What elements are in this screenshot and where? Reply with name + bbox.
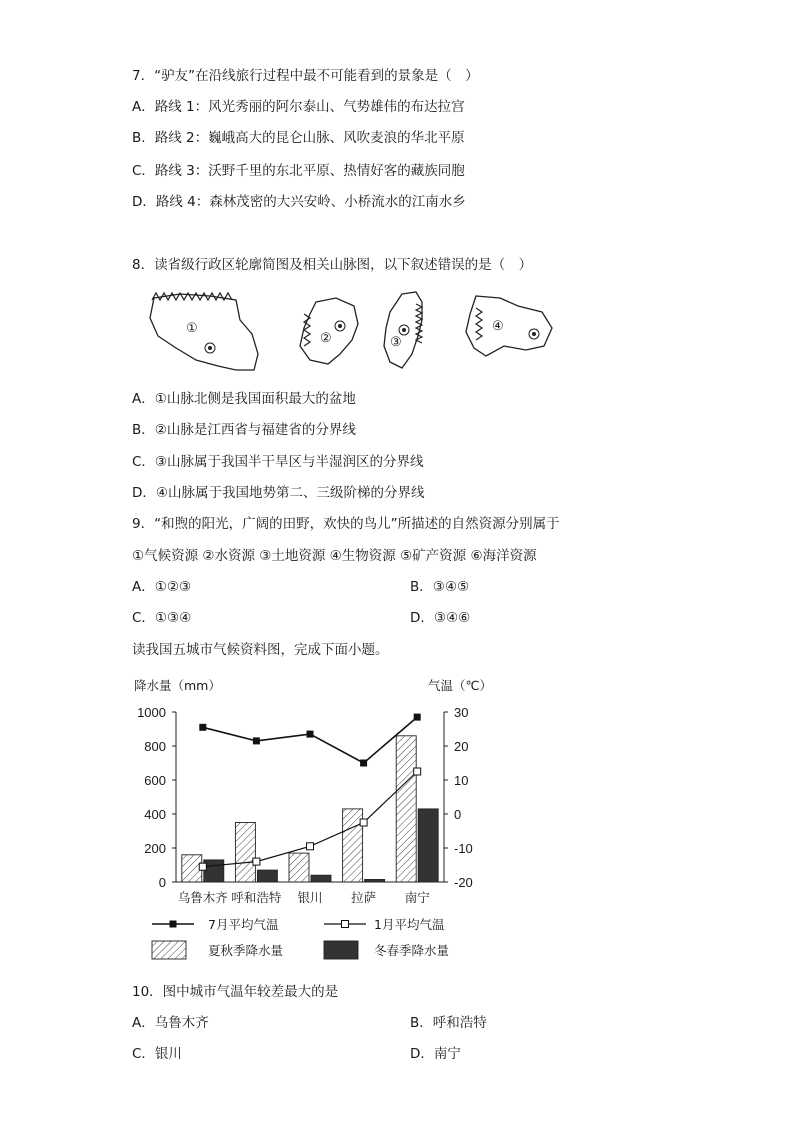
bar-winter-spring-precip xyxy=(365,879,385,882)
category-label: 拉萨 xyxy=(351,890,377,905)
map-label-4: ④ xyxy=(492,318,504,333)
bar-winter-spring-precip xyxy=(257,870,277,882)
left-tick-label: 600 xyxy=(144,773,166,788)
q8-option-d: D．④山脉属于我国地势第二、三级阶梯的分界线 xyxy=(132,485,425,501)
legend-july-marker xyxy=(170,921,177,928)
legend-july-label: 7月平均气温 xyxy=(208,917,279,932)
legend-january-label: 1月平均气温 xyxy=(374,917,445,932)
province-map-1 xyxy=(150,293,258,370)
q7-stem: 7．“驴友”在沿线旅行过程中最不可能看到的景象是（ ） xyxy=(132,68,479,84)
province-outline-maps xyxy=(140,284,560,380)
province-map-3 xyxy=(384,292,422,368)
bar-winter-spring-precip xyxy=(418,809,438,882)
q7-option-c: C．路线 3：沃野千里的东北平原、热情好客的藏族同胞 xyxy=(132,163,465,179)
point-july-temp xyxy=(253,737,260,744)
chart-plot-area xyxy=(137,705,473,959)
q10-stem: 10．图中城市气温年较差最大的是 xyxy=(132,984,339,1000)
category-label: 呼和浩特 xyxy=(231,890,282,905)
right-tick-label: -10 xyxy=(454,841,473,856)
q9-items: ①气候资源 ②水资源 ③土地资源 ④生物资源 ⑤矿产资源 ⑥海洋资源 xyxy=(132,548,537,564)
legend-summer-swatch xyxy=(152,941,186,959)
map-label-2: ② xyxy=(320,330,332,345)
legend-january-marker xyxy=(342,921,349,928)
left-tick-label: 400 xyxy=(144,807,166,822)
q9-option-b: B．③④⑤ xyxy=(410,579,470,595)
q8-option-a: A．①山脉北侧是我国面积最大的盆地 xyxy=(132,391,356,407)
bar-summer-autumn-precip xyxy=(235,823,255,883)
q9-option-d: D．③④⑥ xyxy=(410,610,471,626)
point-january-temp xyxy=(253,858,260,865)
province-map-2 xyxy=(300,298,358,364)
left-tick-label: 0 xyxy=(158,875,166,890)
right-tick-label: 10 xyxy=(454,773,469,788)
bar-summer-autumn-precip xyxy=(396,736,416,882)
legend-summer-label: 夏秋季降水量 xyxy=(208,943,284,958)
right-tick-label: 30 xyxy=(454,705,469,720)
q9-stem: 9．“和煦的阳光，广阔的田野，欢快的鸟儿”所描述的自然资源分别属于 xyxy=(132,516,560,532)
map-label-1: ① xyxy=(186,320,198,335)
left-axis-title: 降水量（mm） xyxy=(134,678,221,693)
right-tick-label: 20 xyxy=(454,739,469,754)
left-tick-label: 800 xyxy=(144,739,166,754)
point-july-temp xyxy=(360,760,367,767)
bar-summer-autumn-precip xyxy=(289,853,309,882)
category-label: 乌鲁木齐 xyxy=(177,890,228,905)
legend-winter-label: 冬春季降水量 xyxy=(374,943,450,958)
right-axis-title: 气温（℃） xyxy=(428,678,493,693)
q10-option-a: A．乌鲁木齐 xyxy=(132,1015,209,1031)
point-july-temp xyxy=(199,724,206,731)
point-july-temp xyxy=(414,714,421,721)
q8-option-b: B．②山脉是江西省与福建省的分界线 xyxy=(132,422,356,438)
point-january-temp xyxy=(199,863,206,870)
q7-option-d: D．路线 4：森林茂密的大兴安岭、小桥流水的江南水乡 xyxy=(132,194,466,210)
q9-option-c: C．①③④ xyxy=(132,610,192,626)
category-label: 南宁 xyxy=(404,890,430,905)
q7-option-b: B．路线 2：巍峨高大的昆仑山脉、风吹麦浪的华北平原 xyxy=(132,130,465,146)
category-label: 银川 xyxy=(297,890,323,905)
left-tick-label: 200 xyxy=(144,841,166,856)
legend-winter-swatch xyxy=(324,941,358,959)
chart-intro: 读我国五城市气候资料图，完成下面小题。 xyxy=(132,642,389,658)
q8-option-c: C．③山脉属于我国半干旱区与半湿润区的分界线 xyxy=(132,454,424,470)
right-tick-label: -20 xyxy=(454,875,473,890)
line-july-temp xyxy=(203,717,417,763)
q10-option-c: C．银川 xyxy=(132,1046,182,1062)
q7-option-a: A．路线 1：风光秀丽的阿尔泰山、气势雄伟的布达拉宫 xyxy=(132,99,465,115)
bar-winter-spring-precip xyxy=(311,875,331,882)
right-tick-label: 0 xyxy=(454,807,462,822)
point-january-temp xyxy=(414,768,421,775)
left-tick-label: 1000 xyxy=(137,705,166,720)
q10-option-b: B．呼和浩特 xyxy=(410,1015,487,1031)
point-january-temp xyxy=(360,819,367,826)
point-july-temp xyxy=(307,731,314,738)
point-january-temp xyxy=(307,843,314,850)
q9-option-a: A．①②③ xyxy=(132,579,192,595)
map-label-3: ③ xyxy=(390,334,402,349)
province-map-4 xyxy=(466,296,552,356)
q8-stem: 8．读省级行政区轮廓简图及相关山脉图，以下叙述错误的是（ ） xyxy=(132,257,533,273)
climate-chart xyxy=(122,672,502,972)
q10-option-d: D．南宁 xyxy=(410,1046,461,1062)
